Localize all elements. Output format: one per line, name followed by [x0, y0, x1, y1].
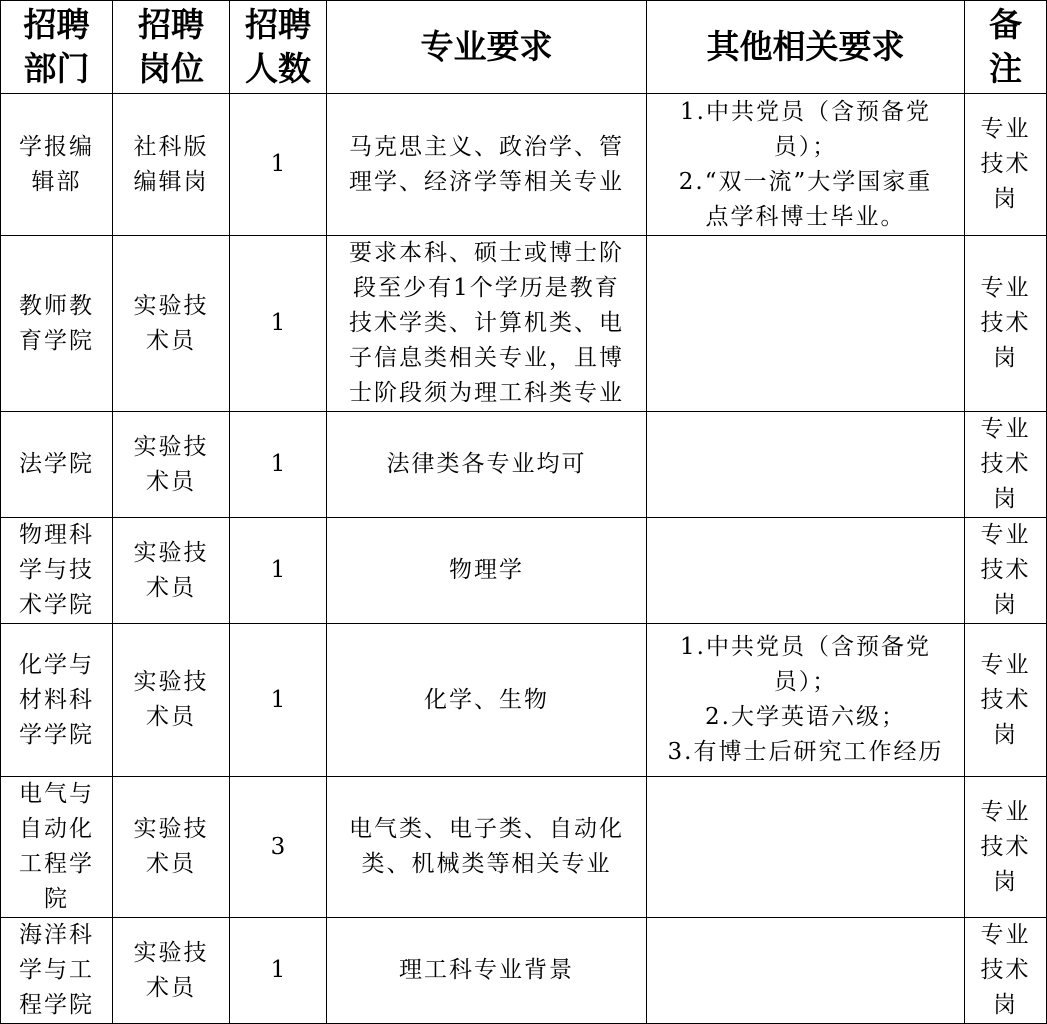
cell-line: 术员 [146, 974, 196, 1001]
table-row [1, 412, 1047, 518]
cell-other [647, 918, 965, 1024]
cell-line: 招聘 [23, 5, 90, 44]
cell-line: 化学与 [19, 651, 94, 678]
cell-dept [1, 518, 113, 624]
cell-line: 技术 [980, 957, 1031, 983]
cell-line: 点学科博士毕业。 [705, 203, 906, 230]
cell-line: 电气与 [19, 781, 94, 807]
cell-dept [1, 412, 113, 518]
cell-line: 士阶段须为理工科类专业 [349, 380, 624, 406]
cell-line: 编辑岗 [133, 168, 209, 195]
cell-line: 技术 [980, 833, 1031, 860]
cell-line: 段至少有1个学历是教育 [353, 275, 620, 301]
cell-note [965, 412, 1047, 518]
cell-line: 化学、生物 [424, 686, 549, 713]
cell-line: 法律类各专业均可 [386, 451, 587, 477]
cell-line: 备 [989, 5, 1022, 44]
cell-line: 专业 [980, 116, 1031, 142]
cell-note [965, 94, 1047, 236]
table-row [1, 236, 1047, 412]
header-row [1, 1, 1047, 94]
cell-line: 专业 [980, 275, 1031, 301]
cell-line: 材料科 [19, 686, 94, 713]
cell-post [113, 624, 230, 777]
cell-line: 术员 [146, 704, 196, 730]
table-row [1, 94, 1047, 236]
cell-post [113, 518, 230, 624]
cell-line: 学与技 [19, 557, 94, 583]
cell-line: 实验技 [133, 816, 209, 842]
table-row [1, 918, 1047, 1024]
cell-line: 法学院 [19, 451, 94, 477]
cell-line: 实验技 [133, 433, 209, 460]
cell-line: 专业 [980, 522, 1031, 548]
cell-count: 1 [230, 412, 327, 518]
cell-line: 招聘 [245, 5, 311, 44]
cell-line: 2.大学英语六级； [705, 704, 906, 730]
cell-post [113, 412, 230, 518]
cell-line: 社科版 [133, 133, 209, 160]
cell-dept [1, 236, 113, 412]
cell-line: 辑部 [31, 168, 82, 195]
cell-major [327, 94, 647, 236]
cell-note [965, 236, 1047, 412]
cell-line: 工程学 [19, 851, 94, 877]
cell-line: 术员 [146, 327, 196, 354]
cell-count: 1 [230, 94, 327, 236]
cell-note [965, 918, 1047, 1024]
cell-line: 专业 [980, 798, 1031, 825]
cell-line: 物理学 [449, 557, 524, 583]
cell-count: 1 [230, 236, 327, 412]
header-dept [1, 1, 113, 94]
cell-line: 学与工 [19, 957, 94, 983]
cell-line: 程学院 [19, 992, 94, 1018]
cell-line: 岗 [993, 992, 1018, 1018]
cell-dept [1, 777, 113, 918]
cell-line: 专业 [980, 651, 1031, 678]
cell-line: 岗 [993, 486, 1018, 512]
cell-line: 3.有博士后研究工作经历 [667, 739, 944, 765]
cell-line: 实验技 [133, 939, 209, 966]
table-row [1, 624, 1047, 777]
cell-other [647, 412, 965, 518]
cell-line: 技术 [980, 451, 1031, 477]
cell-line: 育学院 [19, 327, 94, 354]
cell-line: 实验技 [133, 539, 209, 566]
cell-line: 电气类、电子类、自动化 [349, 816, 624, 842]
header-other: 其他相关要求 [647, 1, 965, 94]
cell-line: 专业 [980, 922, 1031, 948]
cell-line: 技术学类、计算机类、电 [349, 310, 624, 336]
cell-dept [1, 624, 113, 777]
cell-line: 2.“双一流”大学国家重 [678, 168, 933, 195]
cell-line: 实验技 [133, 669, 209, 695]
cell-line: 子信息类相关专业，且博 [349, 345, 624, 371]
cell-major [327, 624, 647, 777]
table-row [1, 518, 1047, 624]
cell-line: 理工科专业背景 [399, 957, 574, 983]
header-note [965, 1, 1047, 94]
cell-line: 岗 [993, 186, 1018, 212]
cell-line: 岗 [993, 721, 1018, 748]
cell-line: 技术 [980, 310, 1031, 336]
cell-line: 人数 [245, 49, 311, 88]
header-major: 专业要求 [327, 1, 647, 94]
header-post [113, 1, 230, 94]
cell-count: 1 [230, 624, 327, 777]
header-count [230, 1, 327, 94]
cell-line: 术员 [146, 574, 196, 601]
cell-line: 技术 [980, 151, 1031, 177]
cell-line: 类、机械类等相关专业 [361, 851, 612, 877]
cell-post [113, 236, 230, 412]
cell-line: 马克思主义、政治学、管 [349, 133, 624, 160]
cell-post [113, 94, 230, 236]
cell-line: 岗 [993, 868, 1018, 895]
cell-line: 术学院 [19, 592, 94, 618]
cell-line: 学学院 [19, 721, 94, 748]
cell-line: 海洋科 [19, 922, 94, 948]
cell-post [113, 918, 230, 1024]
cell-count: 1 [230, 918, 327, 1024]
cell-line: 术员 [146, 468, 196, 495]
cell-line: 物理科 [19, 522, 94, 548]
cell-line: 技术 [980, 557, 1031, 583]
cell-line: 理学、经济学等相关专业 [349, 168, 624, 195]
cell-line: 员）； [773, 133, 838, 160]
cell-note [965, 777, 1047, 918]
cell-line: 教师教 [19, 292, 94, 319]
cell-line: 术员 [146, 851, 196, 877]
table-row [1, 777, 1047, 918]
cell-line: 技术 [980, 686, 1031, 713]
cell-count: 3 [230, 777, 327, 918]
cell-line: 部门 [23, 49, 90, 88]
cell-major [327, 777, 647, 918]
cell-major [327, 518, 647, 624]
cell-count: 1 [230, 518, 327, 624]
cell-line: 岗 [993, 345, 1018, 371]
cell-note [965, 624, 1047, 777]
cell-line: 招聘 [138, 5, 204, 44]
cell-dept [1, 94, 113, 236]
cell-other [647, 94, 965, 236]
cell-line: 学报编 [19, 133, 94, 160]
cell-line: 岗位 [138, 49, 204, 88]
cell-major [327, 412, 647, 518]
cell-line: 1.中共党员（含预备党 [680, 634, 931, 660]
cell-note [965, 518, 1047, 624]
cell-line: 注 [989, 49, 1022, 88]
cell-major [327, 236, 647, 412]
cell-other [647, 236, 965, 412]
cell-dept [1, 918, 113, 1024]
cell-line: 实验技 [133, 292, 209, 319]
cell-line: 自动化 [19, 816, 94, 842]
cell-other [647, 624, 965, 777]
cell-line: 要求本科、硕士或博士阶 [349, 240, 624, 266]
cell-line: 岗 [993, 592, 1018, 618]
cell-post [113, 777, 230, 918]
cell-other [647, 777, 965, 918]
cell-major [327, 918, 647, 1024]
cell-line: 1.中共党员（含预备党 [680, 98, 931, 125]
cell-line: 员）； [773, 669, 838, 695]
cell-other [647, 518, 965, 624]
cell-line: 专业 [980, 416, 1031, 442]
cell-line: 院 [44, 886, 69, 912]
